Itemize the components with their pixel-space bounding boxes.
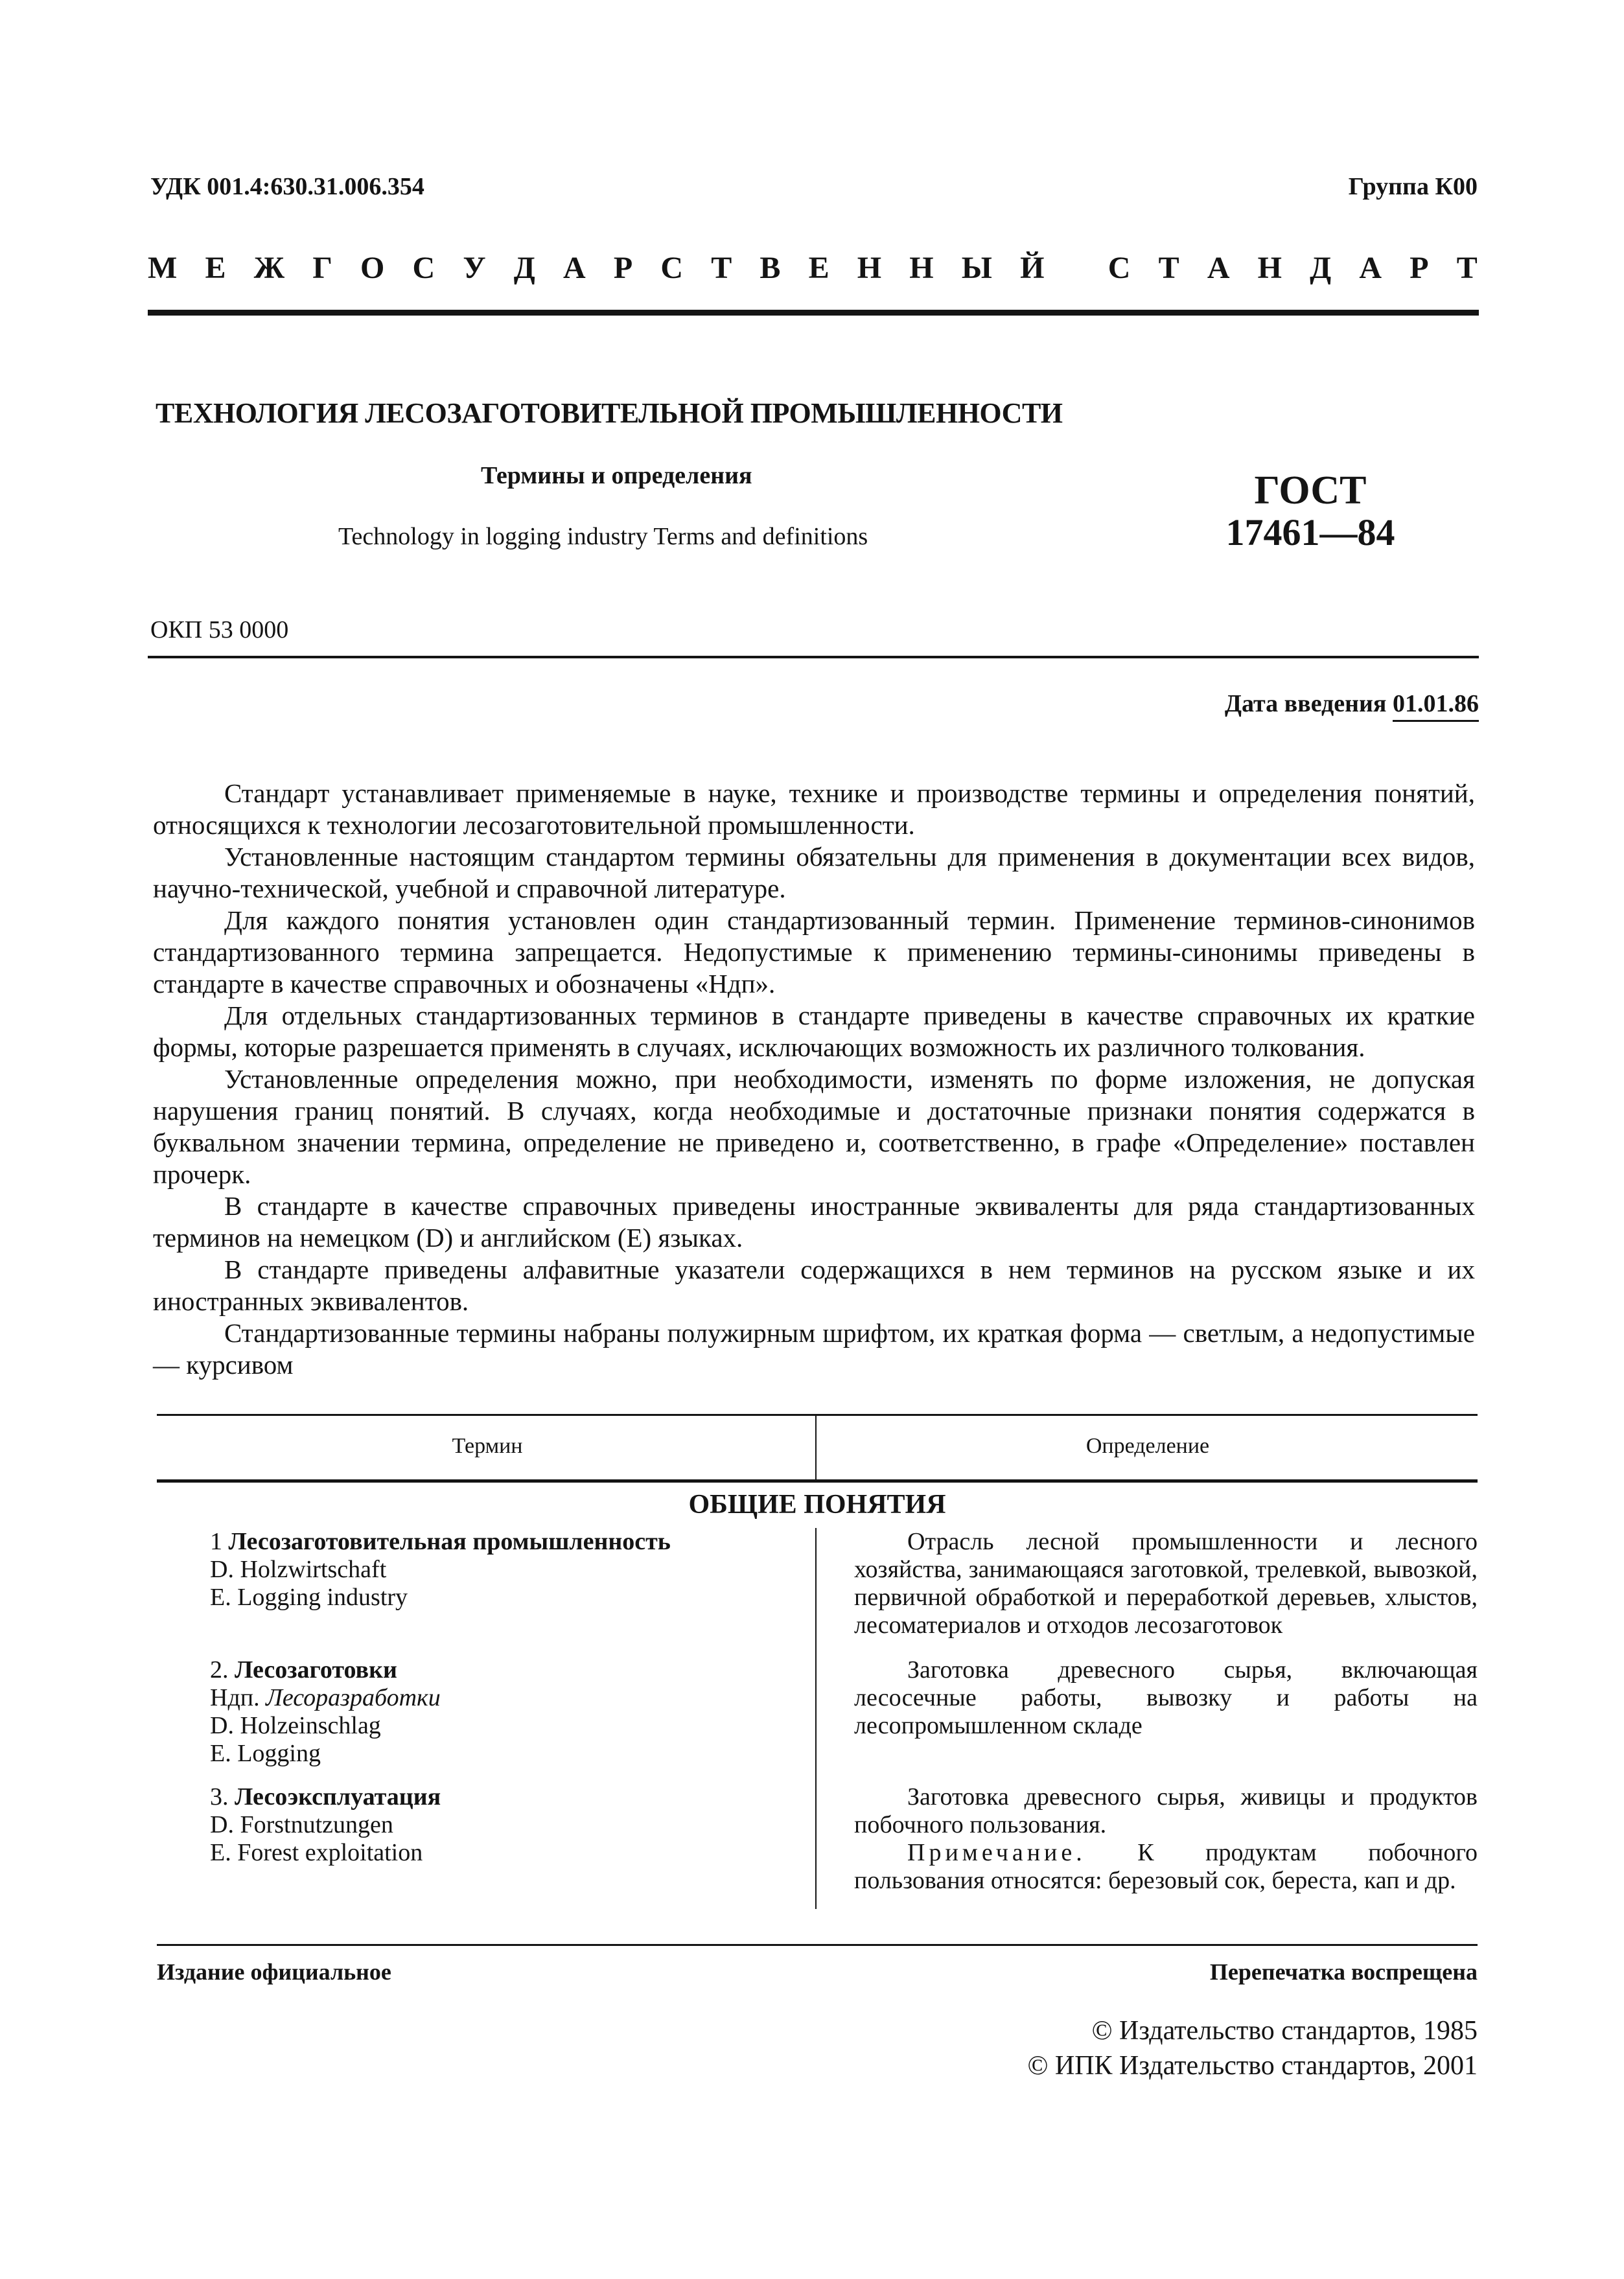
heading-letter: Н: [1257, 251, 1282, 285]
column-divider: [815, 1416, 817, 1479]
term-cell: [157, 1656, 815, 1783]
note-text: К продуктам побочного пользования относятся: березовый сок, береста, кап и др.: [854, 1839, 1478, 1894]
heading-letter: В: [760, 251, 781, 285]
intro-paragraph: Установленные настоящим стандартом термины обязательны для применения в документации всех видов, научно-технической, учебной и справочной литературе.: [153, 842, 1475, 903]
heading-letter: Т: [1456, 251, 1478, 285]
ndp-label: Ндп.: [210, 1684, 266, 1711]
interstate-standard-heading: [148, 250, 1478, 286]
term-cell: [157, 1783, 815, 1909]
heading-letter: Е: [808, 251, 829, 285]
table-row: [157, 1783, 1478, 1909]
term-german: D. Holzwirtschaft: [210, 1556, 387, 1583]
term-german: D. Holzeinschlag: [210, 1712, 381, 1739]
heading-letter: Р: [613, 251, 633, 285]
intro-paragraph: В стандарте приведены алфавитные указатели содержащихся в нем терминов на русском языке и их иностранных эквивалентов.: [153, 1255, 1475, 1316]
term-english: E. Logging: [210, 1740, 321, 1767]
definition-cell: [815, 1656, 1478, 1783]
heading-letter: С: [1108, 251, 1131, 285]
definition-text: Заготовка древесного сырья, включающая лесосечные работы, вывозку и работы на лесопромышленном складе: [854, 1656, 1478, 1739]
term-number: 2.: [210, 1656, 235, 1683]
heading-letter: М: [148, 251, 178, 285]
english-title: Technology in logging industry Terms and definitions: [338, 523, 868, 550]
footer-rule: [157, 1944, 1478, 1946]
column-header-definition: Определение: [1085, 1434, 1210, 1458]
definition-note: [854, 1839, 1478, 1895]
heading-letter: Т: [711, 251, 732, 285]
table-header: [157, 1414, 1478, 1483]
official-edition-label: Издание официальное: [157, 1959, 391, 1985]
document-title: ТЕХНОЛОГИЯ ЛЕСОЗАГОТОВИТЕЛЬНОЙ ПРОМЫШЛЕННОСТИ: [156, 397, 1063, 429]
intro-paragraph: Стандарт устанавливает применяемые в науке, технике и производстве термины и определения понятий, относящихся к технологии лесозаготовительной промышленности.: [153, 778, 1475, 840]
heading-letter: Н: [857, 251, 882, 285]
copyright-line: © Издательство стандартов, 1985: [1091, 2016, 1478, 2046]
heading-letter: Д: [513, 251, 535, 285]
term-number: 1: [210, 1528, 229, 1555]
heading-letter: Й: [1020, 251, 1045, 285]
heading-letter: Д: [1310, 251, 1332, 285]
term-english: E. Forest exploitation: [210, 1839, 423, 1866]
term-number: 3.: [210, 1783, 235, 1810]
heading-letter: Ы: [961, 251, 992, 285]
intro-paragraph: Установленные определения можно, при необходимости, изменять по форме изложения, не допуская нарушения границ понятий. В случаях, когда необходимые и достаточные признаки понятия содержатся в буквальном значении термина, определение не приведено и, соответственно, в графе «Определение» поставлен прочерк.: [153, 1064, 1475, 1189]
column-header-term: Термин: [452, 1434, 523, 1458]
term-name: Лесозаготовки: [235, 1656, 397, 1683]
intro-paragraph: Стандартизованные термины набраны полужирным шрифтом, их краткая форма — светлым, а недопустимые — курсивом: [153, 1318, 1475, 1380]
definition-text: Отрасль лесной промышленности и лесного хозяйства, занимающаяся заготовкой, трелевкой, вывозкой, первичной обработкой и переработкой деревьев, хлыстов, лесоматериалов и отходов лесозаготовок: [854, 1528, 1478, 1639]
intro-paragraph: Для отдельных стандартизованных терминов в стандарте приведены в качестве справочных их краткие формы, которые разрешается применять в случаях, исключающих возможность их различного толкования.: [153, 1001, 1475, 1062]
date-value: 01.01.86: [1393, 690, 1479, 722]
copyright-line: © ИПК Издательство стандартов, 2001: [1027, 2051, 1478, 2081]
heading-letter: Т: [1158, 251, 1179, 285]
intro-paragraph: В стандарте в качестве справочных приведены иностранные эквиваленты для ряда стандартизованных терминов на немецком (D) и английском (E) языках.: [153, 1191, 1475, 1253]
udk-code: УДК 001.4:630.31.006.354: [150, 173, 424, 200]
column-divider: [815, 1528, 817, 1909]
heading-letter: Н: [909, 251, 934, 285]
terms-table: [157, 1414, 1478, 1909]
term-german: D. Forstnutzungen: [210, 1811, 393, 1838]
heading-letter: У: [463, 251, 486, 285]
heading-letter: А: [1359, 251, 1382, 285]
document-subtitle: Термины и определения: [481, 462, 752, 489]
okp-code: ОКП 53 0000: [150, 616, 289, 643]
table-row: [157, 1656, 1478, 1783]
heading-letter: А: [1207, 251, 1230, 285]
definition-cell: [815, 1783, 1478, 1909]
reprint-prohibited-label: Перепечатка воспрещена: [1209, 1959, 1478, 1985]
intro-paragraph: Для каждого понятия установлен один стандартизованный термин. Применение терминов-синонимов стандартизованного термина запрещается. Недопустимые к применению термины-синонимы приведены в стандарте в качестве справочных и обозначены «Ндп».: [153, 905, 1475, 999]
date-label: Дата введения: [1224, 690, 1393, 717]
heading-letter: Г: [312, 251, 332, 285]
gost-number: 17461—84: [1225, 511, 1395, 553]
heading-letter: С: [660, 251, 684, 285]
term-name: Лесоэксплуатация: [235, 1783, 441, 1810]
heading-letter: [1073, 250, 1080, 286]
header-thick-rule: [148, 310, 1479, 316]
ndp-term: Лесоразработки: [266, 1684, 441, 1711]
okp-rule: [148, 656, 1479, 658]
heading-letter: Е: [205, 251, 226, 285]
term-english: E. Logging industry: [210, 1584, 408, 1611]
table-body: [157, 1528, 1478, 1909]
table-row: [157, 1528, 1478, 1656]
term-cell: [157, 1528, 815, 1656]
gost-label: ГОСТ: [1254, 469, 1367, 513]
definition-text: Заготовка древесного сырья, живицы и продуктов побочного пользования.: [854, 1783, 1478, 1838]
introduction-date: [1225, 689, 1479, 718]
heading-letter: Р: [1409, 251, 1429, 285]
heading-letter: Ж: [253, 251, 285, 285]
definition-cell: [815, 1528, 1478, 1656]
section-heading: ОБЩИЕ ПОНЯТИЯ: [688, 1490, 946, 1520]
note-label: Примечание.: [907, 1839, 1086, 1866]
heading-letter: А: [563, 251, 586, 285]
intro-text: [153, 778, 1475, 1381]
heading-letter: О: [360, 251, 385, 285]
group-code: Группа К00: [1348, 173, 1478, 200]
term-name: Лесозаготовительная промышленность: [228, 1528, 671, 1555]
heading-letter: С: [412, 251, 435, 285]
